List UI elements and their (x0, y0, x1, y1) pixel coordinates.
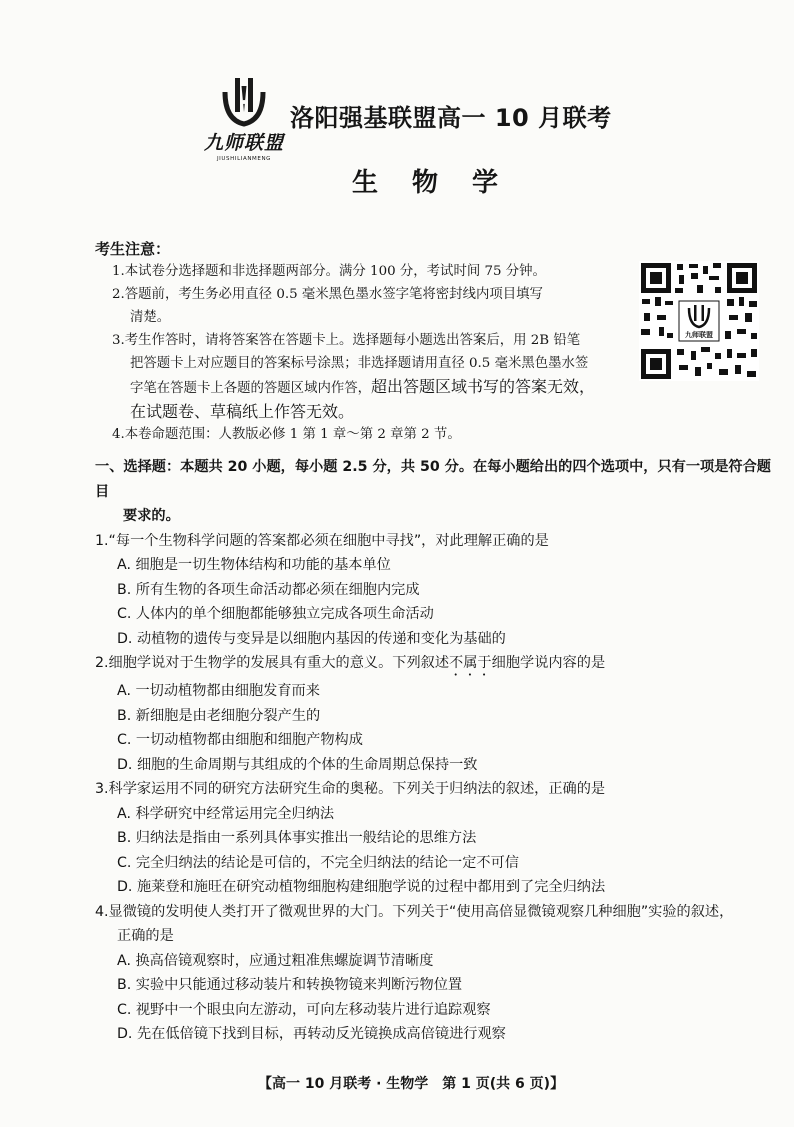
q2-option-c: C. 一切动植物都由细胞和细胞产物构成 (117, 732, 363, 748)
notice-item-3c-part1: 字笔在答题卡上各题的答题区域内作答， (130, 381, 372, 396)
notice-item-1: 1.本试卷分选择题和非选择题两部分。满分 100 分，考试时间 75 分钟。 (112, 264, 546, 279)
page-footer: 【高一 10 月联考 · 生物学 第 1 页(共 6 页)】 (258, 1076, 565, 1092)
q2-stem-a: 2.细胞学说对于生物学的发展具有重大的意义。下列叙述 (95, 655, 450, 671)
notice-item-4: 4.本卷命题范围：人教版必修 1 第 1 章～第 2 章第 2 节。 (112, 427, 461, 442)
q4-stem-cont: 正确的是 (117, 928, 174, 944)
q4-option-c: C. 视野中一个眼虫向左游动，可向左移动装片进行追踪观察 (117, 1001, 491, 1018)
q2-option-d: D. 细胞的生命周期与其组成的个体的生命周期总保持一致 (117, 756, 478, 773)
questions-section (95, 455, 775, 1047)
q1-stem: 1.“每一个生物科学问题的答案都必须在细胞中寻找”，对此理解正确的是 (95, 532, 549, 549)
q1-option-a: A. 细胞是一切生物体结构和功能的基本单位 (117, 557, 391, 573)
q1-option-d: D. 动植物的遗传与变异是以细胞内基因的传递和变化为基础的 (117, 630, 506, 647)
exam-title: 洛阳强基联盟高一 10 月联考 (290, 104, 612, 132)
notice-list (112, 260, 664, 446)
q3-option-c: C. 完全归纳法的结论是可信的，不完全归纳法的结论一定不可信 (117, 854, 519, 871)
qr-code-icon (639, 261, 759, 381)
notice-item-3a: 3.考生作答时，请将答案答在答题卡上。选择题每小题选出答案后，用 2B 铅笔 (112, 333, 581, 348)
exam-subject: 生物学 (352, 168, 533, 198)
notice-item-3d: 在试题卷、草稿纸上作答无效。 (130, 402, 355, 421)
section-heading: 一、选择题：本题共 20 小题，每小题 2.5 分，共 50 分。在每小题给出的四个选项中，只有一项是符合题目 (95, 459, 771, 500)
section-heading-cont: 要求的。 (123, 508, 180, 524)
logo-emblem-icon (215, 72, 273, 130)
exam-logo (196, 72, 292, 164)
q4-option-b: B. 实验中只能通过移动装片和转换物镜来判断污物位置 (117, 977, 463, 993)
notice-item-2b: 清楚。 (130, 310, 171, 325)
q3-option-d: D. 施莱登和施旺在研究动植物细胞构建细胞学说的过程中都用到了完全归纳法 (117, 879, 606, 895)
q2-stem (95, 651, 775, 679)
q2-option-a: A. 一切动植物都由细胞发育而来 (117, 683, 320, 699)
q3-stem: 3.科学家运用不同的研究方法研究生命的奥秘。下列关于归纳法的叙述，正确的是 (95, 781, 606, 797)
qr-code (639, 261, 759, 381)
notice-item-3c-part2: 超出答题区域书写的答案无效， (371, 377, 596, 396)
q3-option-b: B. 归纳法是指由一系列具体事实推出一般结论的思维方法 (117, 830, 477, 846)
q4-option-d: D. 先在低倍镜下找到目标，再转动反光镜换成高倍镜进行观察 (117, 1026, 506, 1042)
qr-logo-text: 九师联盟 (685, 331, 713, 339)
q3-option-a: A. 科学研究中经常运用完全归纳法 (117, 805, 335, 822)
q2-option-b: B. 新细胞是由老细胞分裂产生的 (117, 707, 321, 724)
q2-stem-c: 细胞学说内容的是 (491, 655, 606, 671)
q1-option-b: B. 所有生物的各项生命活动都必须在细胞内完成 (117, 581, 420, 598)
notice-heading: 考生注意： (95, 240, 171, 258)
notice-item-3b: 把答题卡上对应题目的答案标号涂黑；非选择题请用直径 0.5 毫米黑色墨水签 (130, 356, 589, 371)
notice-item-2a: 2.答题前，考生务必用直径 0.5 毫米黑色墨水签字笔将密封线内项目填写 (112, 287, 543, 302)
logo-text: 九师联盟 (203, 132, 284, 154)
q4-option-a: A. 换高倍镜观察时，应通过粗准焦螺旋调节清晰度 (117, 952, 434, 969)
q1-option-c: C. 人体内的单个细胞都能够独立完成各项生命活动 (117, 606, 434, 622)
q4-stem: 4.显微镜的发明使人类打开了微观世界的大门。下列关于“使用高倍显微镜观察几种细胞”实验的叙述， (95, 903, 734, 920)
q2-stem-emphasis: 不属于 (449, 655, 492, 671)
notice-item-3c (112, 375, 664, 400)
logo-subtext: JIUSHILIANMENG (216, 156, 272, 162)
